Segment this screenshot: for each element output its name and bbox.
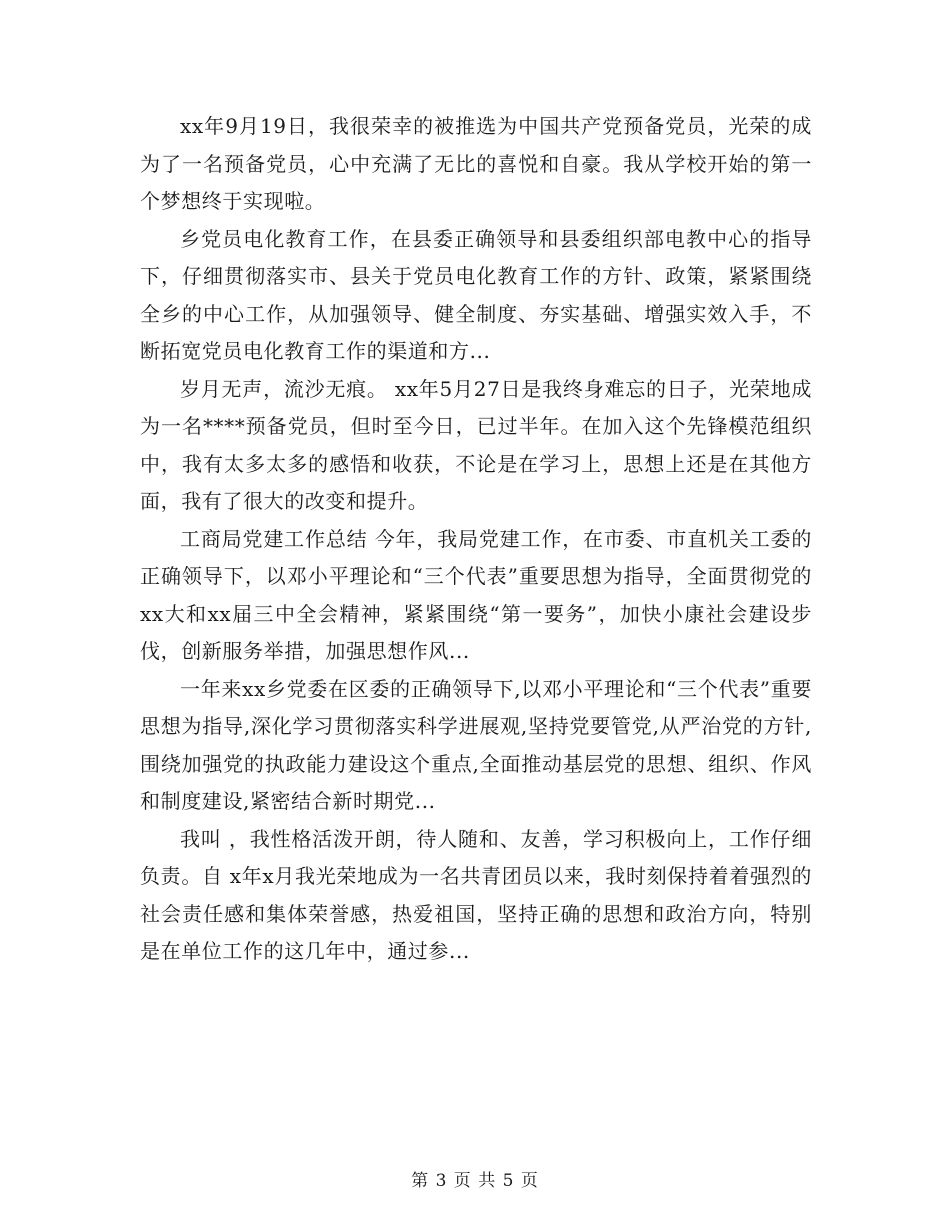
page-number-footer: 第 3 页 共 5 页: [411, 1171, 539, 1191]
paragraph-3: 岁月无声，流沙无痕。 xx年5月27日是我终身难忘的日子，光荣地成为一名****预备党员，但时至今日，已过半年。在加入这个先锋模范组织中，我有太多太多的感悟和收获，不论是在学习上，思想上还是在其他方面，我有了很大的改变和提升。: [140, 376, 812, 513]
paragraph-1: xx年9月19日，我很荣幸的被推选为中国共产党预备党员，光荣的成为了一名预备党员，心中充满了无比的喜悦和自豪。我从学校开始的第一个梦想终于实现啦。: [140, 114, 812, 213]
paragraph-2: 乡党员电化教育工作，在县委正确领导和县委组织部电教中心的指导下，仔细贯彻落实市、县关于党员电化教育工作的方针、政策，紧紧围绕全乡的中心工作，从加强领导、健全制度、夯实基础、增强实效入手，不断拓宽党员电化教育工作的渠道和方...: [140, 226, 812, 363]
paragraph-5: 一年来xx乡党委在区委的正确领导下,以邓小平理论和“三个代表”重要思想为指导,深化学习贯彻落实科学进展观,坚持党要管党,从严治党的方针,围绕加强党的执政能力建设这个重点,全面推动基层党的思想、组织、作风和制度建设,紧密结合新时期党...: [140, 676, 812, 813]
paragraph-4: 工商局党建工作总结 今年，我局党建工作，在市委、市直机关工委的正确领导下，以邓小平理论和“三个代表”重要思想为指导，全面贯彻党的xx大和xx届三中全会精神，紧紧围绕“第一要务”，加快小康社会建设步伐，创新服务举措，加强思想作风...: [140, 526, 812, 663]
document-body: [140, 108, 812, 971]
paragraph-6: 我叫 ，我性格活泼开朗，待人随和、友善，学习积极向上，工作仔细负责。自 x年x月我光荣地成为一名共青团员以来，我时刻保持着着强烈的社会责任感和集体荣誉感，热爱祖国，坚持正确的思想和政治方向，特别是在单位工作的这几年中，通过参...: [140, 826, 812, 963]
